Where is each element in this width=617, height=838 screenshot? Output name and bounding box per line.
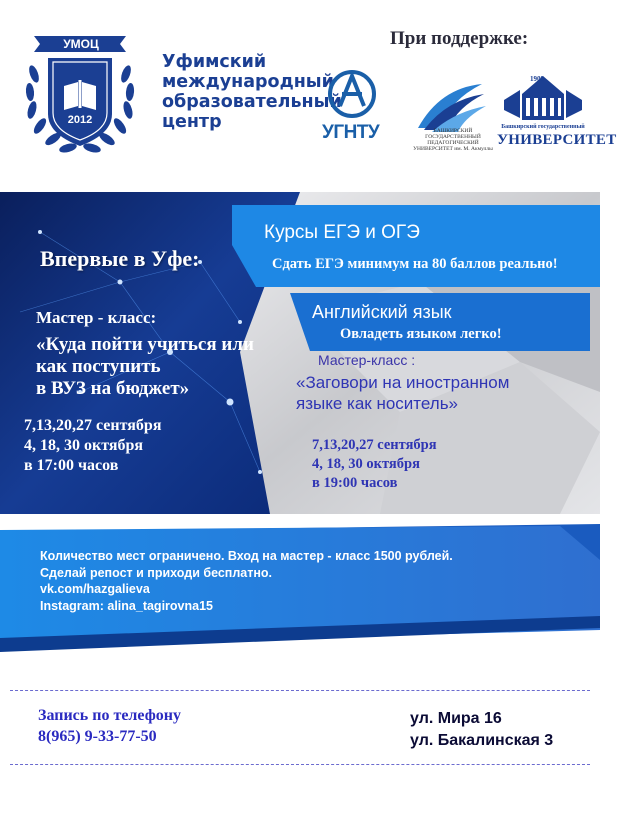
right-masterclass-title-line: языке как носитель» <box>296 394 459 413</box>
footer-divider-bottom <box>10 764 590 765</box>
right-masterclass-title <box>296 372 509 414</box>
org-name-line: Уфимский <box>162 52 267 72</box>
info-line: Количество мест ограничено. Вход на мастер - класс 1500 рублей. <box>40 549 453 563</box>
left-dates <box>24 416 161 476</box>
left-date-line: в 17:00 часов <box>24 457 119 474</box>
bashgu-year: 1909 <box>530 75 544 83</box>
vk-link[interactable]: vk.com/hazgalieva <box>40 582 150 596</box>
left-date-line: 7,13,20,27 сентября <box>24 417 162 434</box>
ege-banner-shape <box>232 205 600 287</box>
phone-number[interactable]: 8(965) 9-33-77-50 <box>38 728 157 745</box>
right-date-line: 4, 18, 30 октября <box>312 456 420 472</box>
org-name <box>162 52 342 132</box>
left-masterclass-title-line: в ВУЗ на бюджет» <box>36 378 190 399</box>
phone-label: Запись по телефону <box>38 707 181 724</box>
logo-year: 2012 <box>67 114 93 126</box>
bashgu-small-label: Башкирский государственный <box>501 124 585 130</box>
english-subtitle: Овладеть языком легко! <box>340 326 502 342</box>
logo-badge-text: УМОЦ <box>63 37 99 51</box>
info-line: Сделай репост и приходи бесплатно. <box>40 565 273 580</box>
left-masterclass-title <box>36 334 296 400</box>
first-time-heading: Впервые в Уфе: <box>40 246 200 271</box>
left-masterclass-title-line: как поступить <box>36 356 161 377</box>
left-masterclass-label: Мастер - класс: <box>36 308 157 327</box>
right-dates <box>312 436 437 493</box>
left-masterclass-title-line: «Куда пойти учиться или <box>36 334 254 355</box>
left-date-line: 4, 18, 30 октября <box>24 437 144 454</box>
instagram-handle[interactable]: Instagram: alina_tagirovna15 <box>40 598 213 613</box>
right-masterclass-label: Мастер-класс : <box>318 352 416 368</box>
support-label: При поддержке: <box>390 28 529 49</box>
bashgu-big-label: УНИВЕРСИТЕТ <box>497 132 617 148</box>
right-date-line: в 19:00 часов <box>312 475 398 491</box>
bgpu-label: БАШКИРСКИЙ ГОСУДАРСТВЕННЫЙ ПЕДАГОГИЧЕСКИЙ УНИВЕРСИТЕТ им. М. Акмуллы <box>413 128 493 152</box>
org-name-line: международный <box>162 72 334 92</box>
info-text <box>40 548 453 614</box>
org-name-line: образовательный <box>162 92 342 112</box>
address-line-2: ул. Бакалинская 3 <box>410 732 554 749</box>
right-date-line: 7,13,20,27 сентября <box>312 437 437 453</box>
ugntu-label: УГНТУ <box>322 122 380 143</box>
ege-title: Курсы ЕГЭ и ОГЭ <box>264 222 420 243</box>
right-masterclass-title-line: «Заговори на иностранном <box>296 373 510 392</box>
address-line-1: ул. Мира 16 <box>410 710 502 727</box>
ege-subtitle: Сдать ЕГЭ минимум на 80 баллов реально! <box>272 256 558 272</box>
org-name-line: центр <box>162 112 222 132</box>
english-title: Английский язык <box>312 302 452 322</box>
footer-divider-top <box>10 690 590 691</box>
